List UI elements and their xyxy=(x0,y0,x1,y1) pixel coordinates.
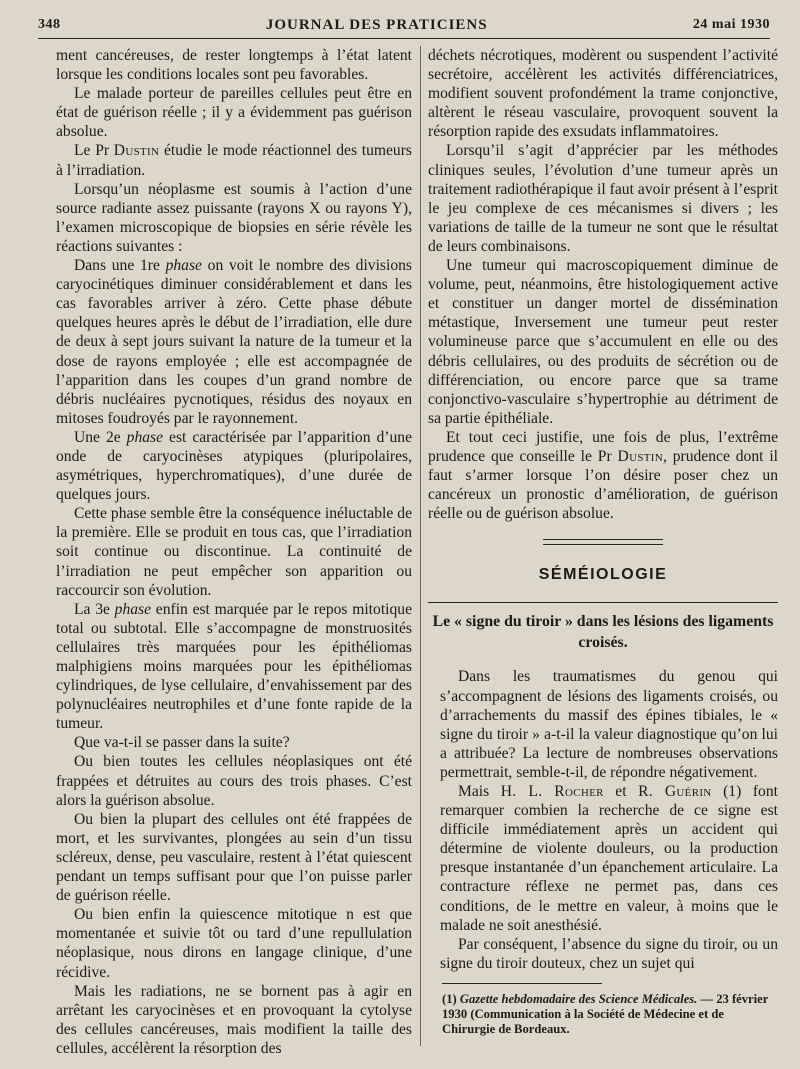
article-body xyxy=(428,667,778,973)
page-header xyxy=(38,12,770,39)
right-column xyxy=(428,46,778,1037)
paragraph: déchets nécrotiques, modèrent ou suspendent l’activité secrétoire, accélèrent les activités différenciatrices, modifient souvent profondément la trame conjonctive, altèrent le réseau vasculaire, provoquent souvent la résorption rapide des exsudats inflammatoires. xyxy=(428,47,778,141)
paragraph: La 3e phase enfin est marquée par le repos mitotique total ou subtotal. Elle s’accompagne de monstruosités cellulaires très marquées pour les épithéliomas malphigiens moins marquées pour les épithéliomas cylindriques, de lyse cellulaire, d’envahissement par des polynucléaires neutrophiles et d’une fonte rapide de la tumeur. xyxy=(56,600,412,733)
section-title: SÉMÉIOLOGIE xyxy=(538,566,668,584)
paragraph: Ou bien la plupart des cellules ont été frappées de mort, et les survivantes, plongées au sein d’un tissu scléreux, dense, peu vasculaire, restent à l’état quiescent pendant un temps suffisant pour que l’on puisse parler de guérison réelle. xyxy=(56,810,412,905)
paragraph: Et tout ceci justifie, une fois de plus, l’extrême prudence que conseille le Pr Dustin, prudence dont il faut s’armer lorsque l’on désire poser chez un cancéreux un pronostic d’amélioration, de guérison réelle ou de guérison absolue. xyxy=(428,428,778,523)
left-column xyxy=(56,46,412,1058)
footnote-rule xyxy=(442,983,602,984)
paragraph: Cette phase semble être la conséquence inéluctable de la première. Elle se produit en tous cas, que l’irradiation soit continue ou discontinue. La continuité de l’irradiation ne peut empêcher son apparition ou raccourcir son évolution. xyxy=(56,505,412,599)
paragraph: ment cancéreuses, de rester longtemps à l’état latent lorsque les conditions locales sont peu favorables. xyxy=(56,47,412,84)
paragraph: Par conséquent, l’absence du signe du tiroir, ou un signe du tiroir douteux, chez un sujet qui xyxy=(440,935,778,972)
paragraph: Le Pr Dustin étudie le mode réactionnel des tumeurs à l’irradiation. xyxy=(56,142,412,179)
column-divider xyxy=(420,46,421,1046)
author-name: Dustin xyxy=(113,142,160,160)
section-rule xyxy=(428,602,778,603)
paragraph: Dans les traumatismes du genou qui s’accompagnent de lésions des ligaments croisés, ou d’arrachements du massif des épines tibiales, le « signe du tiroir » a-t-il la valeur diagnostique qu’on lui a attribuée? La lecture de nombreuses observations permettrait, semble-t-il, de répondre négativement. xyxy=(440,668,778,781)
article-title: Le « signe du tiroir » dans les lésions des ligaments croisés. xyxy=(432,613,774,652)
issue-date: 24 mai 1930 xyxy=(692,17,770,32)
paragraph: Lorsqu’un néoplasme est soumis à l’action d’une source radiante assez puissante (rayons X ou rayons Y), l’examen microscopique de biopsies en série révèle les réactions suivantes : xyxy=(56,180,412,255)
paragraph: Une 2e phase est caractérisée par l’apparition d’une onde de caryocinèses atypiques (pluripolaires, asymétriques, hyperchromatiques), d’une durée de quelques jours. xyxy=(56,428,412,504)
paragraph: Ou bien enfin la quiescence mitotique n est que momentanée et suivie tôt ou tard d’une repullulation néoplasique, nous dirons en langage clinique, d’une récidive. xyxy=(56,906,412,981)
paragraph: Lorsqu’il s’agit d’apprécier par les méthodes cliniques seules, l’évolution d’une tumeur après un traitement radiothérapique il faut avoir présent à l’esprit le jeu complexe de ces mécanismes si divers ; les variations de taille de la tumeur ne sont que le résultat de leurs combinaisons. xyxy=(428,142,778,255)
paragraph: Mais H. L. Rocher et R. Guérin (1) font remarquer combien la recherche de ce signe est difficile immédiatement après un accident qui détermine de violente douleurs, ou la production presque instantanée d’un épanchement articulaire. La contracture réflexe ne permet pas, dans ces conditions, de le mettre en valeur, à moins que le malade ne soit anesthésié. xyxy=(440,783,778,934)
footnote: (1) Gazette hebdomadaire des Science Médicales. — 23 février 1930 (Communication à la Société de Médecine et de Chirurgie de Bordeaux. xyxy=(442,991,769,1036)
section-separator xyxy=(543,539,663,545)
journal-title: JOURNAL DES PRATICIENS xyxy=(265,16,488,33)
author-name: R. Guérin xyxy=(638,783,712,800)
paragraph: Ou bien toutes les cellules néoplasiques ont été frappées et détruites au cours des trois phases. C’est alors la guérison absolue. xyxy=(56,753,412,809)
paragraph: Le malade porteur de pareilles cellules peut être en état de guérison réelle ; il y a évidemment pas guérison absolue. xyxy=(56,85,412,141)
paragraph: Mais les radiations, ne se bornent pas à agir en arrêtant les caryocinèses et en provoquant la cytolyse des cellules cancéreuses, mais modifient la taille des cellules, accélèrent la résorption des xyxy=(56,982,412,1057)
author-name: H. L. Rocher xyxy=(500,783,604,800)
paragraph: Une tumeur qui macroscopiquement diminue de volume, peut, néanmoins, être histologiquement active et constituer un danger mortel de dissémination métastique, Inversement une tumeur peut rester volumineuse parce que s’accumulent en elle ou des débris cellulaires, ou des produits de sécrétion ou de différenciation, ou encore parce que sa trame conjonctivo-vasculaire s’hypertrophie au détriment de sa partie épithéliale. xyxy=(428,257,778,427)
author-name: Dustin xyxy=(617,447,663,465)
paragraph: Dans une 1re phase on voit le nombre des divisions caryocinétiques diminuer considérablement et dans les cas favorables arriver à zéro. Cette phase débute quelques heures après le début de l’irradiation, elle dure de deux à sept jours suivant la nature de la tumeur et la dose de rayons employée ; elle est accompagnée de l’apparition dans les coupes d’un grand nombre de débris nucléaires pycnotiques, résidus des noyaux en mitoses foudroyés par le rayonnement. xyxy=(56,257,412,427)
page-number: 348 xyxy=(38,17,61,32)
paragraph: Que va-t-il se passer dans la suite? xyxy=(74,734,290,752)
